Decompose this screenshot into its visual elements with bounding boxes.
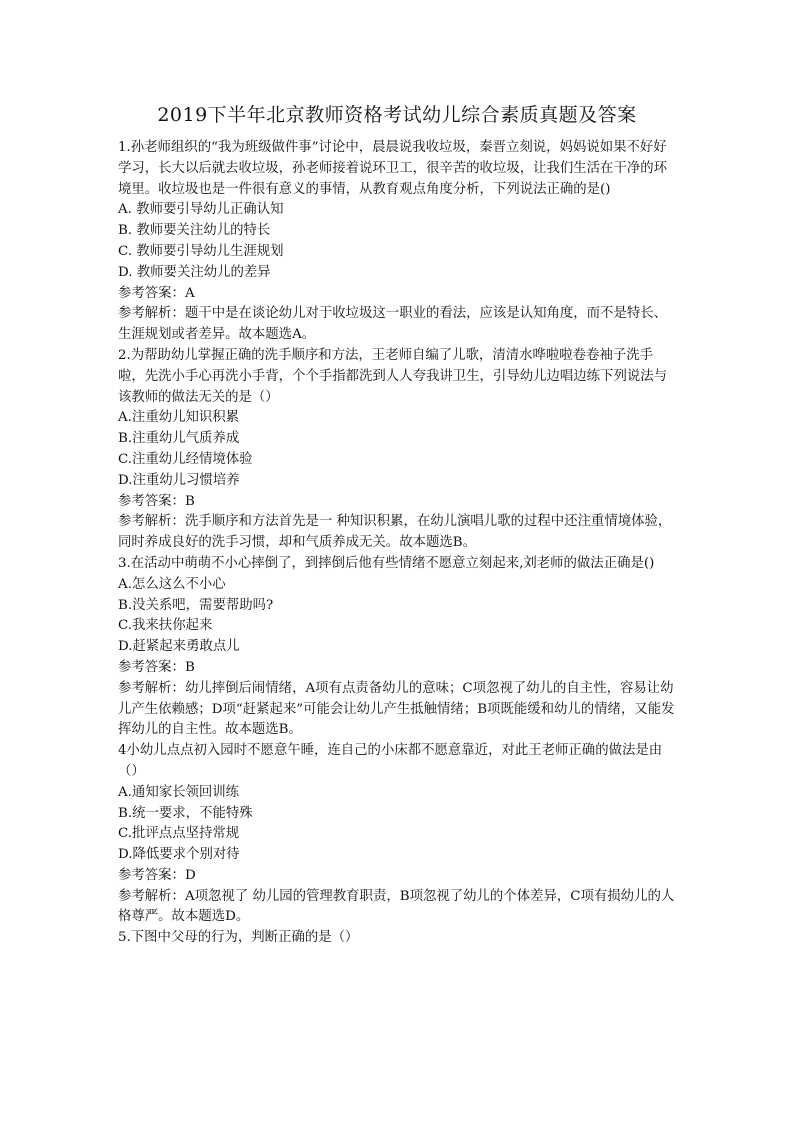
question-2-option-b: B.注重幼儿气质养成 — [118, 431, 240, 447]
document-body — [118, 138, 676, 949]
question-3-option-c: C.我来扶你起来 — [118, 618, 213, 634]
question-3-option-b: B.没关系吧，需要帮助吗? — [118, 597, 274, 613]
question-2-analysis: 参考解析：洗手顺序和方法首先是一 种知识积累，在幼儿演唱儿歌的过程中还注重情境体验，同时养成良好的洗手习惯，却和气质养成无关。故本题选B。 — [118, 514, 672, 551]
document-title: 2019下半年北京教师资格考试幼儿综合素质真题及答案 — [157, 104, 637, 126]
question-5-stem: 5.下图中父母的行为，判断正确的是（） — [118, 930, 359, 946]
question-4-option-d: D.降低要求个别对待 — [118, 847, 240, 863]
question-4-option-b: B.统一要求，不能特殊 — [118, 805, 253, 821]
question-4-option-c: C.批评点点坚持常规 — [118, 826, 240, 842]
question-4-stem: 4小幼儿点点初入园时不愿意午睡，连自己的小床都不愿意靠近，对此王老师正确的做法是由（） — [118, 743, 663, 779]
question-4-option-a: A.通知家长领回训练 — [118, 784, 240, 800]
question-1-stem: 1.孙老师组织的“我为班级做件事”讨论中，晨晨说我收垃圾，秦晋立刻说，妈妈说如果不好好学习，长大以后就去收垃圾，孙老师接着说环卫工，很辛苦的收垃圾，让我们生活在干净的环境里。收垃圾也是一件很有意义的事情，从教育观点角度分析，下列说法正确的是() — [118, 140, 668, 197]
question-2-option-d: D.注重幼儿习惯培养 — [118, 472, 240, 488]
question-4-answer: 参考答案：D — [118, 867, 196, 883]
question-1-option-c: C. 教师要引导幼儿生涯规划 — [118, 243, 284, 259]
question-4-analysis: 参考解析：A项忽视了 幼儿园的管理教育职责，B项忽视了幼儿的个体差异，C项有损幼儿的人格尊严。故本题选D。 — [118, 888, 675, 925]
question-2-option-a: A.注重幼儿知识积累 — [118, 410, 240, 426]
question-1-analysis: 参考解析：题干中是在谈论幼儿对于收垃圾这一职业的看法，应该是认知角度，而不是特长、生涯规划或者差异。故本题选A。 — [118, 306, 668, 343]
question-3-analysis: 参考解析：幼儿摔倒后闹情绪，A项有点责备幼儿的意味；C项忽视了幼儿的自主性，容易让幼儿产生依赖感；D项“赶紧起来”可能会让幼儿产生抵触情绪；B项既能缓和幼儿的情绪，又能发挥幼儿的自主性。故本题选B。 — [118, 680, 675, 738]
question-2-stem: 2.为帮助幼儿掌握正确的洗手顺序和方法，王老师自编了儿歌，清清水哗啦啦卷卷袖子洗手啦，先洗小手心再洗小手背，个个手指都洗到人人夸我讲卫生，引导幼儿边唱边练下列说法与该教师的做法无关的是（） — [118, 347, 668, 405]
question-3-answer: 参考答案：B — [118, 659, 195, 675]
question-3-stem: 3.在活动中萌萌不小心摔倒了，到摔倒后他有些情绪不愿意立刻起来,刘老师的做法正确是() — [118, 555, 655, 571]
question-1-option-a: A. 教师要引导幼儿正确认知 — [118, 202, 284, 218]
question-2-answer: 参考答案：B — [118, 493, 195, 509]
question-1-option-b: B. 教师要关注幼儿的特长 — [118, 223, 271, 239]
question-3-option-d: D.赶紧起来勇敢点儿 — [118, 639, 240, 655]
question-1-option-d: D. 教师要关注幼儿的差异 — [118, 264, 271, 280]
question-1-answer: 参考答案：A — [118, 285, 195, 301]
question-3-option-a: A.怎么这么不小心 — [118, 576, 226, 592]
question-2-option-c: C.注重幼儿经情境体验 — [118, 451, 253, 467]
